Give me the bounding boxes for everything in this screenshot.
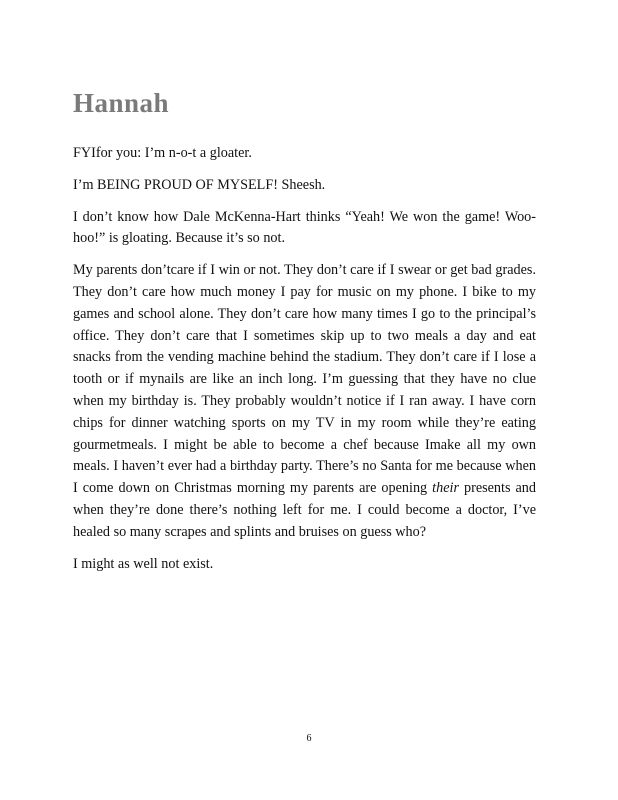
page-number: 6 (306, 733, 312, 744)
paragraph-4-text-b: presents and when they’re done there’s nothing left for me. I could become a doctor, I’ve healed so many scrapes and splints and bruises on guess who? (73, 480, 536, 540)
body-text (73, 143, 536, 585)
paragraph-3: I don’t know how Dale McKenna-Hart thinks “Yeah! We won the game! Woo-hoo!” is gloating. Because it’s so not. (73, 208, 536, 247)
italic-word: their (432, 480, 459, 497)
closing-line: I might as well not exist. (73, 555, 214, 572)
paragraph-4 (73, 260, 536, 543)
paragraph-1: FYIfor you: I’m n-o-t a gloater. (73, 145, 252, 161)
paragraph-2: I’m BEING PROUD OF MYSELF! Sheesh. (73, 176, 326, 193)
paragraph-4-text-a: My parents don’tcare if I win or not. They don’t care if I swear or get bad grades. They don’t care how much money I pay for music on my phone. I bike to my games and school alone. They don’t care how many times I go to the principal’s office. They don’t care that I sometimes skip up to two meals a day and eat snacks from the vending machine behind the stadium. They don’t care if I lose a tooth or if mynails are like an inch long. I’m guessing that they have no clue when my birthday is. They probably wouldn’t notice if I ran away. I have corn chips for dinner watching sports on my TV in my room while they’re eating gourmetmeals. I might be able to become a chef because Imake all my own meals. I haven’t ever had a birthday party. There’s no Santa for me because when I come down on Christmas morning my parents are opening (73, 262, 536, 497)
chapter-title: Hannah (73, 88, 170, 118)
